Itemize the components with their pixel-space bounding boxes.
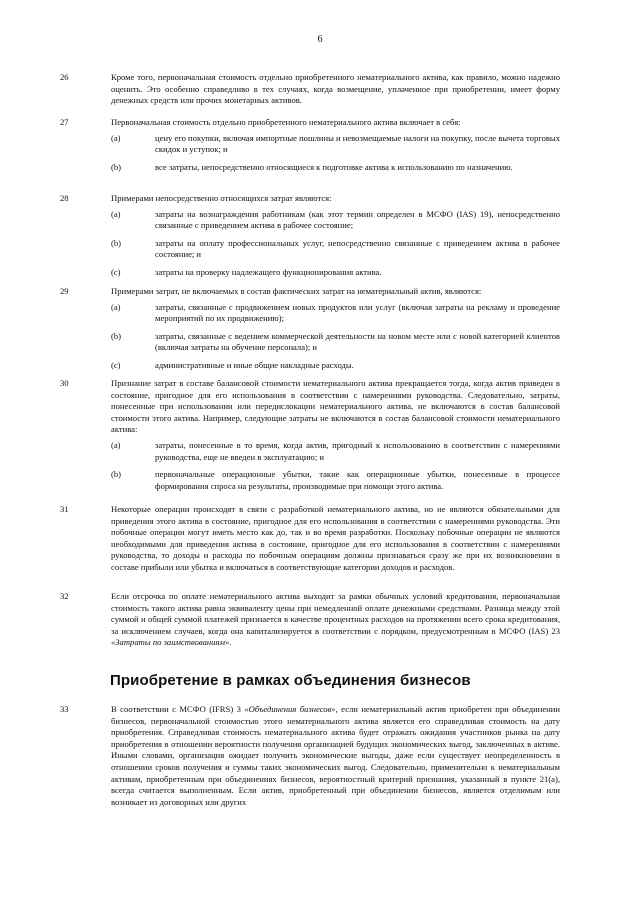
list-item	[111, 331, 560, 354]
paragraph-32	[60, 591, 560, 649]
paragraph-text-part: .	[229, 637, 232, 648]
paragraph-text	[111, 704, 560, 808]
list-item-label: (c)	[111, 266, 121, 277]
paragraph-number: 31	[60, 504, 69, 514]
list-item	[111, 162, 560, 174]
list-item-label: (a)	[111, 439, 121, 450]
list-item-text: все затраты, непосредственно относящиеся к подготовке актива к использованию по назначению.	[155, 161, 513, 172]
paragraph-text: Кроме того, первоначальная стоимость отдельно приобретенного нематериального актива, как правило, можно надежно оценить. Это особенно справедливо в тех случаях, когда возмещение, уплаченное при приобретении, имеет форму денежных средств или прочих монетарных активов.	[111, 72, 560, 106]
list-item-label: (b)	[111, 161, 122, 172]
paragraph-number: 32	[60, 591, 69, 601]
list-item	[111, 238, 560, 261]
list-item-text: затраты, связанные с ведением коммерческой деятельности на новом месте или с новой категорией клиентов (включая затраты на обучение персонала); и	[155, 330, 560, 353]
list-item	[111, 469, 560, 492]
list-item-label: (b)	[111, 469, 122, 480]
section-heading: Приобретение в рамках объединения бизнесов	[110, 672, 471, 689]
paragraph-29	[60, 286, 560, 378]
list-item	[111, 133, 560, 156]
paragraph-28	[60, 193, 560, 285]
paragraph-number: 30	[60, 378, 69, 388]
list-item-text: затраты на оплату профессиональных услуг, непосредственно связанные с приведением актива в рабочее состояние; и	[155, 237, 560, 260]
list-item-label: (c)	[111, 359, 121, 370]
paragraph-text: Первоначальная стоимость отдельно приобретенного нематериального актива включает в себя:	[111, 117, 461, 127]
list-item	[111, 267, 560, 279]
page-number: 6	[317, 34, 323, 45]
paragraph-text-part: В соответствии с МСФО (IFRS) 3	[111, 704, 245, 714]
list-item-label: (b)	[111, 330, 122, 341]
list-item-label: (a)	[111, 132, 121, 143]
list-item-label: (a)	[111, 208, 121, 219]
paragraph-text: Признание затрат в составе балансовой стоимости нематериального актива прекращается тогда, когда актив приведен в состояние, пригодное для его использования в соответствии с намерениями руководства. Следовательно, затраты, понесенные при использовании или передислокации нематериального актива, не включаются в состав балансовой стоимости этого актива. Например, следующие затраты не включаются в состав балансовой стоимости нематериального актива:	[111, 378, 560, 435]
list-item-text: затраты, понесенные в то время, когда актив, пригодный к использованию в соответствии с намерениями руководства, еще не введен в эксплуатацию; и	[155, 439, 560, 462]
paragraph-30	[60, 378, 560, 498]
list-item-label: (b)	[111, 237, 122, 248]
list-item-text: затраты, связанные с продвижением новых продуктов или услуг (включая затраты на рекламу и проведение мероприятий по их продвижению);	[155, 301, 560, 324]
paragraph-31	[60, 504, 560, 574]
list-item-text: административные и иные общие накладные расходы.	[155, 359, 354, 370]
paragraph-text	[111, 591, 560, 649]
list-item	[111, 440, 560, 463]
paragraph-33	[60, 704, 560, 808]
paragraph-text: Некоторые операции происходят в связи с разработкой нематериального актива, но не являются обязательными для приведения этого актива в состояние, пригодное для его использования в соответствии с намерениями руководства. Эти побочные операции могут иметь место как до, так и во время разработки. Поскольку побочные операции не являются необходимыми для приведения актива в состояние, пригодное для его использования в соответствии с намерениями руководства, то доходы и расходы по побочным операциям должны признаваться сразу же при их возникновении в составе прибыли или убытка и включаться в соответствующие категории доходов и расходов.	[111, 504, 560, 572]
paragraph-number: 26	[60, 72, 69, 82]
paragraph-number: 29	[60, 286, 69, 296]
paragraph-text: Примерами непосредственно относящихся затрат являются:	[111, 193, 332, 203]
list-item-text: затраты на проверку надлежащего функционирования актива.	[155, 266, 382, 277]
standard-title: «Объединения бизнесов»	[244, 704, 336, 714]
paragraph-number: 33	[60, 704, 69, 714]
paragraph-number: 27	[60, 117, 69, 127]
list-item	[111, 209, 560, 232]
paragraph-26	[60, 72, 560, 107]
list-item-text: цену его покупки, включая импортные пошлины и невозмещаемые налоги на покупку, после вычета торговых скидок и уступок; и	[155, 132, 560, 155]
list-item-text: затраты на вознаграждения работникам (как этот термин определен в МСФО (IAS) 19), непосредственно связанные с приведением актива в рабочее состояние;	[155, 208, 560, 231]
paragraph-text-part: , если нематериальный актив приобретен при объединении бизнесов, первоначальной стоимостью этого нематериального актива является его справедливая стоимость на дату приобретения. Справедливая стоимость нематериального актива будет отражать ожидания участников рынка на дату приобретения в отношении вероятности получения организацией будущих экономических выгод, заключенных в активе. Иными словами, организация ожидает получить экономические выгоды, даже если существует неопределенность в отношении сроков получения и суммы таких экономических выгод. Следовательно, применительно к нематериальным активам, приобретенным при объединениях бизнесов, вероятностный критерий признания, указанный в пункте 21(a), всегда считается выполненным. Если актив, приобретенный при объединении бизнесов, является отделимым или возникает из договорных или других	[111, 704, 560, 807]
paragraph-text: Примерами затрат, не включаемых в состав фактических затрат на нематериальный актив, являются:	[111, 286, 482, 296]
list-item-label: (a)	[111, 301, 121, 312]
list-item-text: первоначальные операционные убытки, такие как операционные убытки, понесенные в процессе формирования спроса на результаты, производимые при помощи этого актива.	[155, 469, 560, 491]
paragraph-text-part: Если отсрочка по оплате нематериального актива выходит за рамки обычных условий кредитования, первоначальная стоимость такого актива равна эквиваленту цены при немедленной оплате денежными средствами. Разница между этой суммой и общей суммой платежей признается в качестве процентных расходов на протяжении всего срока кредитования, за исключением случаев, когда она капитализируется в соответствии с порядком, предусмотренным в МСФО (IAS) 23	[111, 591, 560, 636]
paragraph-number: 28	[60, 193, 69, 203]
list-item	[111, 360, 560, 372]
paragraph-27	[60, 117, 560, 179]
list-item	[111, 302, 560, 325]
standard-title: «Затраты по заимствованиям»	[111, 637, 230, 648]
